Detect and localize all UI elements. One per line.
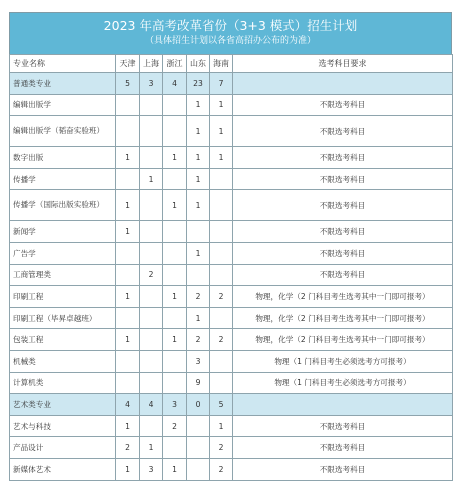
subject-requirement-cell: 不限选考科目 bbox=[233, 116, 453, 147]
subject-requirement-cell: 不限选考科目 bbox=[233, 221, 453, 243]
quota-cell: 3 bbox=[140, 458, 163, 480]
quota-cell: 1 bbox=[163, 329, 187, 351]
subject-requirement-cell: 不限选考科目 bbox=[233, 147, 453, 169]
quota-cell bbox=[163, 116, 187, 147]
quota-cell: 1 bbox=[116, 415, 140, 437]
quota-cell bbox=[163, 242, 187, 264]
major-name-cell: 艺术与科技 bbox=[10, 415, 116, 437]
table-title: 2023 年高考改革省份（3+3 模式）招生计划 bbox=[103, 18, 358, 33]
table-row bbox=[10, 307, 453, 329]
major-name-cell: 艺术类专业 bbox=[10, 394, 116, 416]
quota-cell bbox=[210, 372, 233, 394]
column-header: 上海 bbox=[140, 55, 163, 73]
subject-requirement-cell: 不限选考科目 bbox=[233, 168, 453, 190]
quota-cell: 1 bbox=[187, 307, 210, 329]
quota-cell: 1 bbox=[140, 437, 163, 459]
quota-cell bbox=[163, 221, 187, 243]
quota-cell bbox=[140, 221, 163, 243]
quota-cell bbox=[140, 116, 163, 147]
table-row bbox=[10, 286, 453, 308]
subject-requirement-cell: 物理（1 门科目考生必须选考方可报考） bbox=[233, 350, 453, 372]
subject-requirement-cell: 不限选考科目 bbox=[233, 415, 453, 437]
table-row bbox=[10, 147, 453, 169]
subject-requirement-cell: 不限选考科目 bbox=[233, 190, 453, 221]
quota-cell bbox=[163, 372, 187, 394]
table-row bbox=[10, 350, 453, 372]
quota-cell bbox=[163, 307, 187, 329]
table-row bbox=[10, 116, 453, 147]
table-subtitle: （具体招生计划以各省高招办公布的为准） bbox=[144, 36, 316, 46]
major-name-cell: 包装工程 bbox=[10, 329, 116, 351]
quota-cell: 1 bbox=[116, 286, 140, 308]
quota-cell bbox=[210, 307, 233, 329]
major-name-cell: 计算机类 bbox=[10, 372, 116, 394]
quota-cell bbox=[187, 437, 210, 459]
quota-cell bbox=[210, 242, 233, 264]
subject-requirement-cell bbox=[233, 73, 453, 95]
quota-cell: 1 bbox=[187, 147, 210, 169]
quota-cell: 3 bbox=[187, 350, 210, 372]
quota-cell: 1 bbox=[163, 147, 187, 169]
quota-cell bbox=[163, 94, 187, 116]
quota-cell bbox=[187, 264, 210, 286]
quota-cell bbox=[116, 307, 140, 329]
table-row bbox=[10, 415, 453, 437]
major-name-cell: 数字出版 bbox=[10, 147, 116, 169]
subject-requirement-cell: 不限选考科目 bbox=[233, 242, 453, 264]
subject-requirement-cell: 不限选考科目 bbox=[233, 458, 453, 480]
table-banner bbox=[9, 12, 452, 54]
major-name-cell: 普通类专业 bbox=[10, 73, 116, 95]
quota-cell: 7 bbox=[210, 73, 233, 95]
quota-cell bbox=[116, 94, 140, 116]
quota-cell bbox=[140, 94, 163, 116]
quota-cell bbox=[187, 415, 210, 437]
quota-cell: 4 bbox=[116, 394, 140, 416]
quota-cell bbox=[140, 350, 163, 372]
table-row bbox=[10, 458, 453, 480]
quota-cell bbox=[116, 264, 140, 286]
quota-cell bbox=[140, 415, 163, 437]
table-row bbox=[10, 168, 453, 190]
table-row bbox=[10, 242, 453, 264]
quota-cell bbox=[163, 437, 187, 459]
quota-cell: 1 bbox=[163, 286, 187, 308]
quota-cell bbox=[140, 307, 163, 329]
column-header: 专业名称 bbox=[10, 55, 116, 73]
subject-requirement-cell: 不限选考科目 bbox=[233, 437, 453, 459]
subject-requirement-cell: 物理（1 门科目考生必须选考方可报考） bbox=[233, 372, 453, 394]
quota-cell bbox=[140, 147, 163, 169]
major-name-cell: 新闻学 bbox=[10, 221, 116, 243]
quota-cell bbox=[187, 458, 210, 480]
major-name-cell: 新媒体艺术 bbox=[10, 458, 116, 480]
subject-requirement-cell: 不限选考科目 bbox=[233, 264, 453, 286]
quota-cell: 2 bbox=[210, 329, 233, 351]
subject-requirement-cell: 物理，化学（2 门科目考生选考其中一门即可报考） bbox=[233, 286, 453, 308]
quota-cell: 5 bbox=[210, 394, 233, 416]
column-header: 天津 bbox=[116, 55, 140, 73]
quota-cell: 1 bbox=[116, 147, 140, 169]
quota-cell bbox=[116, 168, 140, 190]
quota-cell: 1 bbox=[210, 116, 233, 147]
quota-cell bbox=[210, 168, 233, 190]
major-name-cell: 产品设计 bbox=[10, 437, 116, 459]
quota-cell: 5 bbox=[116, 73, 140, 95]
quota-cell: 9 bbox=[187, 372, 210, 394]
admission-plan-table-container bbox=[9, 12, 452, 481]
quota-cell: 1 bbox=[210, 94, 233, 116]
quota-cell: 3 bbox=[163, 394, 187, 416]
quota-cell bbox=[210, 350, 233, 372]
quota-cell: 1 bbox=[116, 458, 140, 480]
category-row bbox=[10, 73, 453, 95]
quota-cell: 1 bbox=[210, 415, 233, 437]
quota-cell: 1 bbox=[187, 168, 210, 190]
quota-cell: 4 bbox=[163, 73, 187, 95]
quota-cell: 1 bbox=[210, 147, 233, 169]
quota-cell: 2 bbox=[140, 264, 163, 286]
quota-cell bbox=[140, 242, 163, 264]
quota-cell: 1 bbox=[163, 458, 187, 480]
subject-requirement-cell: 物理，化学（2 门科目考生选考其中一门即可报考） bbox=[233, 329, 453, 351]
quota-cell: 1 bbox=[140, 168, 163, 190]
major-name-cell: 印刷工程 bbox=[10, 286, 116, 308]
quota-cell bbox=[116, 350, 140, 372]
subject-requirement-cell bbox=[233, 394, 453, 416]
major-name-cell: 工商管理类 bbox=[10, 264, 116, 286]
quota-cell: 2 bbox=[116, 437, 140, 459]
quota-cell bbox=[116, 116, 140, 147]
table-row bbox=[10, 221, 453, 243]
quota-cell: 2 bbox=[210, 458, 233, 480]
quota-cell bbox=[140, 190, 163, 221]
quota-cell bbox=[163, 264, 187, 286]
quota-cell: 1 bbox=[187, 190, 210, 221]
category-row bbox=[10, 394, 453, 416]
quota-cell bbox=[116, 372, 140, 394]
quota-cell: 23 bbox=[187, 73, 210, 95]
quota-cell bbox=[210, 264, 233, 286]
subject-requirement-cell: 物理，化学（2 门科目考生选考其中一门即可报考） bbox=[233, 307, 453, 329]
quota-cell: 1 bbox=[187, 94, 210, 116]
quota-cell: 1 bbox=[163, 190, 187, 221]
quota-cell: 1 bbox=[116, 329, 140, 351]
quota-cell: 2 bbox=[163, 415, 187, 437]
quota-cell: 1 bbox=[187, 116, 210, 147]
quota-cell bbox=[210, 190, 233, 221]
header-row bbox=[10, 55, 453, 73]
major-name-cell: 编辑出版学（韬奋实验班） bbox=[10, 116, 116, 147]
quota-cell: 3 bbox=[140, 73, 163, 95]
quota-cell bbox=[140, 372, 163, 394]
quota-cell: 4 bbox=[140, 394, 163, 416]
quota-cell bbox=[163, 168, 187, 190]
quota-cell bbox=[140, 329, 163, 351]
admission-plan-table bbox=[9, 54, 453, 481]
major-name-cell: 印刷工程（毕昇卓越班） bbox=[10, 307, 116, 329]
quota-cell: 1 bbox=[187, 242, 210, 264]
major-name-cell: 编辑出版学 bbox=[10, 94, 116, 116]
subject-requirement-cell: 不限选考科目 bbox=[233, 94, 453, 116]
quota-cell: 2 bbox=[187, 286, 210, 308]
quota-cell bbox=[187, 221, 210, 243]
major-name-cell: 传播学（国际出版实验班） bbox=[10, 190, 116, 221]
table-row bbox=[10, 94, 453, 116]
quota-cell bbox=[140, 286, 163, 308]
quota-cell: 0 bbox=[187, 394, 210, 416]
major-name-cell: 机械类 bbox=[10, 350, 116, 372]
quota-cell bbox=[163, 350, 187, 372]
table-row bbox=[10, 437, 453, 459]
column-header: 选考科目要求 bbox=[233, 55, 453, 73]
column-header: 浙江 bbox=[163, 55, 187, 73]
quota-cell: 2 bbox=[210, 437, 233, 459]
table-row bbox=[10, 264, 453, 286]
table-row bbox=[10, 190, 453, 221]
column-header: 山东 bbox=[187, 55, 210, 73]
quota-cell: 2 bbox=[187, 329, 210, 351]
quota-cell: 2 bbox=[210, 286, 233, 308]
table-row bbox=[10, 372, 453, 394]
table-row bbox=[10, 329, 453, 351]
quota-cell: 1 bbox=[116, 190, 140, 221]
quota-cell: 1 bbox=[116, 221, 140, 243]
column-header: 海南 bbox=[210, 55, 233, 73]
quota-cell bbox=[116, 242, 140, 264]
major-name-cell: 广告学 bbox=[10, 242, 116, 264]
major-name-cell: 传播学 bbox=[10, 168, 116, 190]
quota-cell bbox=[210, 221, 233, 243]
